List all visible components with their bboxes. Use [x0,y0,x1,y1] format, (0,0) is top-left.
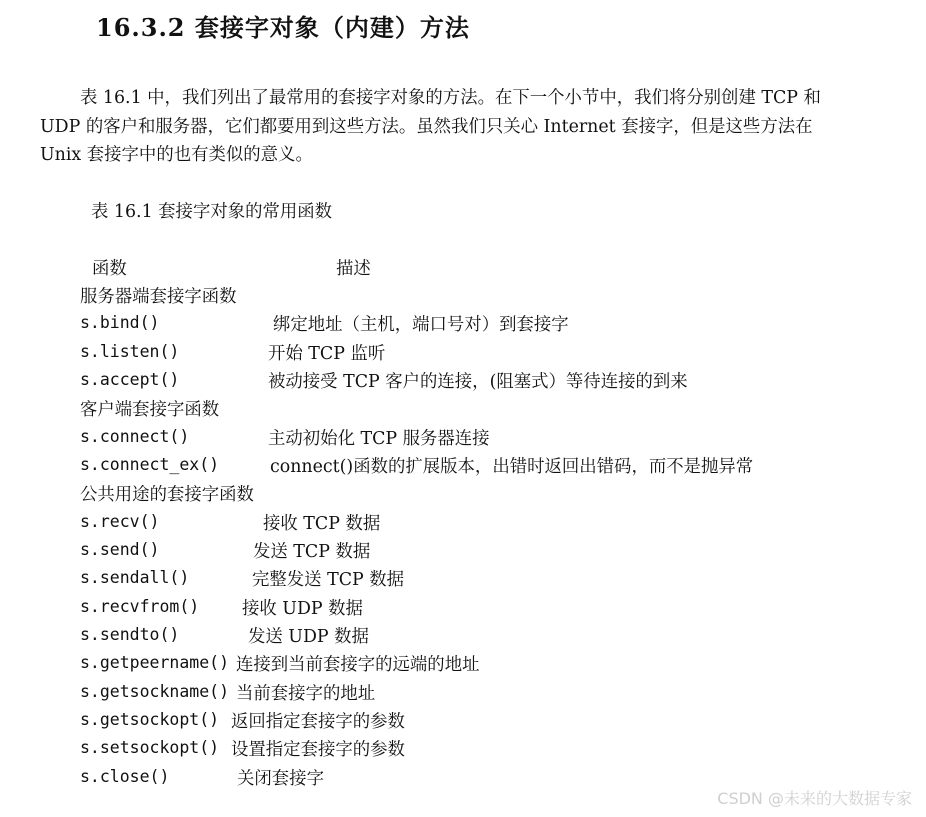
column-header-function: 函数 [92,259,127,279]
function-description: 完整发送 TCP 数据 [252,570,405,590]
function-name: s.send() [80,540,160,559]
function-name: s.accept() [80,370,180,389]
function-name: s.close() [80,767,170,786]
function-name: s.listen() [80,342,180,361]
function-description: 连接到当前套接字的远端的地址 [236,655,480,675]
csdn-watermark: CSDN @未来的大数据专家 [717,789,912,808]
function-description: 发送 UDP 数据 [248,627,369,647]
table-section-title: 公共用途的套接字函数 [80,485,254,505]
function-description: 主动初始化 TCP 服务器连接 [268,429,490,449]
function-description: 关闭套接字 [237,769,324,789]
table-section-title: 客户端套接字函数 [80,400,220,420]
function-description: connect()函数的扩展版本，出错时返回出错码，而不是抛异常 [270,457,754,477]
function-description: 接收 TCP 数据 [263,514,381,534]
function-description: 接收 UDP 数据 [242,599,363,619]
paragraph-line: 表 16.1 中，我们列出了最常用的套接字对象的方法。在下一个小节中，我们将分别创建 TCP 和 [80,88,821,108]
function-description: 被动接受 TCP 客户的连接，(阻塞式）等待连接的到来 [268,372,688,392]
paragraph-line: Unix 套接字中的也有类似的意义。 [40,145,313,165]
column-header-description: 描述 [336,259,371,279]
function-description: 开始 TCP 监听 [268,344,386,364]
function-name: s.getpeername() [80,653,230,672]
function-name: s.getsockopt() [80,710,220,729]
function-description: 发送 TCP 数据 [253,542,371,562]
function-name: s.setsockopt() [80,738,220,757]
function-name: s.connect_ex() [80,455,220,474]
function-name: s.getsockname() [80,682,230,701]
function-name: s.sendall() [80,568,190,587]
function-description: 返回指定套接字的参数 [231,712,405,732]
function-name: s.bind() [80,313,160,332]
function-name: s.connect() [80,427,190,446]
function-name: s.sendto() [80,625,180,644]
function-name: s.recvfrom() [80,597,200,616]
function-description: 绑定地址（主机，端口号对）到套接字 [273,315,569,335]
function-description: 当前套接字的地址 [236,684,376,704]
function-name: s.recv() [80,512,160,531]
function-description: 设置指定套接字的参数 [231,740,405,760]
table-caption: 表 16.1 套接字对象的常用函数 [91,202,333,222]
table-section-title: 服务器端套接字函数 [80,287,237,307]
paragraph-line: UDP 的客户和服务器，它们都要用到这些方法。虽然我们只关心 Internet 套接字，但是这些方法在 [40,116,813,137]
section-heading: 16.3.2 套接字对象（内建）方法 [96,13,470,42]
